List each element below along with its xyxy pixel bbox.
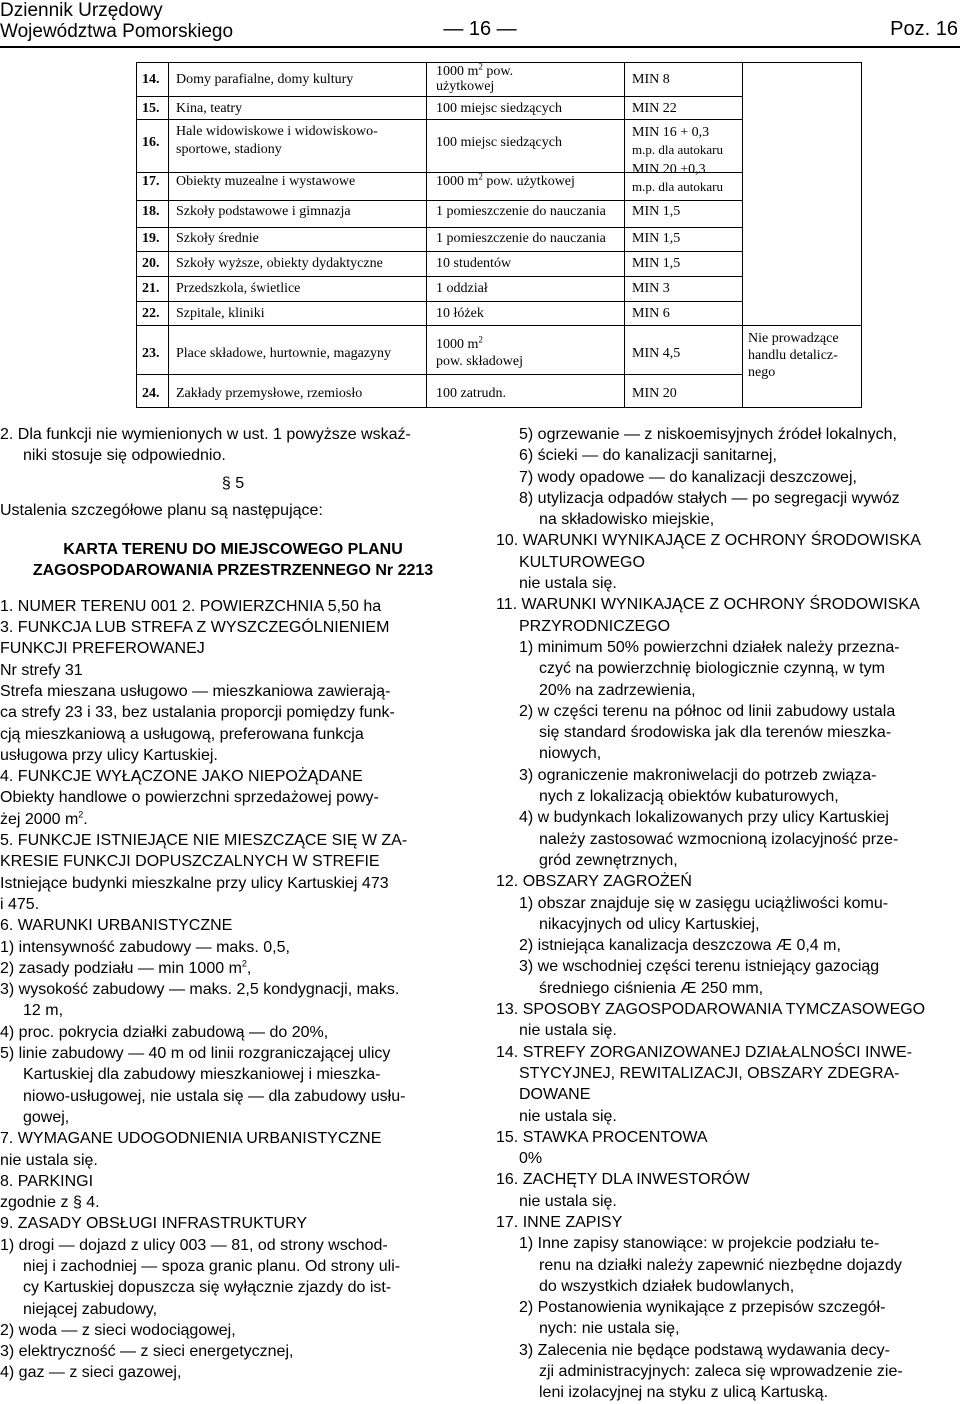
section-heading: 13. SPOSOBY ZAGOSPODAROWANIA TYMCZASOWEGO [496, 1001, 926, 1019]
list-item: 1) minimum 50% powierzchni działek należy przezna- [519, 638, 900, 656]
section-heading: DOWANE [519, 1086, 591, 1104]
row-min: MIN 16 + 0,3 [632, 125, 710, 140]
list-item: nikacyjnych od ulicy Kartuskiej, [539, 915, 760, 933]
list-item: do wszystkich działek budowlanych, [539, 1277, 795, 1295]
list-item: średniego ciśnienia Æ 250 mm, [539, 979, 764, 997]
paragraph: nie ustala się. [519, 1107, 617, 1125]
row-number: 17. [142, 174, 160, 189]
paragraph: zgodnie z § 4. [0, 1194, 100, 1212]
paragraph: Ustalenia szczegółowe planu są następujące: [0, 501, 323, 519]
paragraph: Istniejące budynki mieszkalne przy ulicy Kartuskiej 473 [0, 874, 389, 892]
list-item: 3) we wschodniej części terenu istniejący gazociąg [519, 958, 880, 976]
position-number: Poz. 16 [890, 18, 958, 40]
row-unit: 100 miejsc siedzących [436, 135, 562, 150]
list-item: 1) drogi — dojazd z ulicy 003 — 81, od strony wschod- [0, 1236, 388, 1254]
list-item: cy Kartuskiej dopuszcza się wyłącznie zjazdy do ist- [23, 1279, 392, 1297]
section-heading: 6. WARUNKI URBANISTYCZNE [0, 917, 233, 935]
section-heading: PRZYRODNICZEGO [519, 617, 671, 635]
page-header [0, 0, 960, 48]
paragraph: nie ustala się. [519, 1022, 617, 1040]
paragraph: cją mieszkaniową a usługową, preferowana funkcja [0, 725, 364, 743]
paragraph: 1. NUMER TERENU 001 2. POWIERZCHNIA 5,50 ha [0, 597, 382, 615]
row-min: MIN 20 [632, 386, 677, 401]
journal-title-line2: Województwa Pomorskiego [0, 21, 234, 42]
list-item: gród zewnętrznych, [539, 851, 678, 869]
list-item: 20% na zadrzewienia, [539, 681, 696, 699]
section-heading: STYCYJNEJ, REWITALIZACJI, OBSZARY ZDEGRA- [519, 1064, 900, 1082]
section-heading: 5. FUNKCJE ISTNIEJĄCE NIE MIESZCZĄCE SIĘ W ZA- [0, 832, 408, 850]
list-item: 3) Zalecenia nie będące podstawą wydawania decy- [519, 1341, 890, 1359]
section-heading: FUNKCJI PREFEROWANEJ [0, 640, 205, 658]
row-number: 18. [142, 204, 160, 219]
row-name: Obiekty muzealne i wystawowe [176, 174, 356, 189]
row-number: 21. [142, 281, 160, 296]
list-item: zji administracyjnych: zaleca się wprowadzenie zie- [539, 1363, 903, 1381]
row-unit: 1000 $m^2$ pow. [436, 61, 514, 79]
list-item: 1) obszar znajduje się w zasięgu uciążliwości komu- [519, 894, 889, 912]
paragraph: żej 2000 $m^2$. [0, 809, 88, 828]
card-title-line2: ZAGOSPODAROWANIA PRZESTRZENNEGO Nr 2213 [32, 562, 434, 580]
section-heading: 9. ZASADY OBSŁUGI INFRASTRUKTURY [0, 1215, 308, 1233]
row-unit: 1 pomieszczenie do nauczania [436, 204, 606, 219]
list-item: 4) proc. pokrycia działki zabudową — do 20%, [0, 1023, 329, 1041]
row-unit: 100 zatrudn. [436, 386, 506, 401]
list-item: Kartuskiej dla zabudowy mieszkaniowej i mieszka- [23, 1066, 381, 1084]
row-number: 20. [142, 256, 160, 271]
list-item: nych: nie ustala się, [539, 1320, 680, 1338]
row-name: Hale widowiskowe i widowiskowo- [176, 124, 378, 139]
list-item: 12 m, [23, 1002, 64, 1020]
row-name: Zakłady przemysłowe, rzemiosło [176, 386, 363, 401]
section-heading: KULTUROWEGO [519, 553, 645, 571]
section-heading: 10. WARUNKI WYNIKAJĄCE Z OCHRONY ŚRODOWISKA [496, 532, 921, 550]
list-item: renu na działki należy zapewnić niezbędne dojazdy [539, 1256, 902, 1274]
right-text-column [496, 424, 958, 1404]
list-item: 6) ścieki — do kanalizacji sanitarnej, [519, 447, 777, 465]
list-item: nych z lokalizacją obiektów kubaturowych, [539, 788, 839, 806]
list-item: 5) ogrzewanie — z niskoemisyjnych źródeł lokalnych, [519, 426, 897, 443]
list-item: czyć na powierzchnię biologicznie czynną, w tym [539, 660, 885, 678]
row-unit: 10 łóżek [436, 306, 484, 321]
paragraph: nie ustala się. [519, 1192, 617, 1210]
row-unit-2: użytkowej [436, 79, 495, 94]
section-heading: 17. INNE ZAPISY [496, 1213, 623, 1231]
page-number: — 16 — [443, 18, 517, 40]
section-heading: 11. WARUNKI WYNIKAJĄCE Z OCHRONY ŚRODOWISKA [496, 596, 920, 614]
row-unit: 1 pomieszczenie do nauczania [436, 231, 606, 246]
list-item: niowo-usługowej, nie ustala się — dla zabudowy usłu- [23, 1087, 406, 1105]
row-number: 24. [142, 386, 160, 401]
list-item: się standard środowiska jak dla terenów mieszka- [539, 724, 892, 742]
list-item: 3) ograniczenie makroniwelacji do potrzeb związa- [519, 766, 877, 784]
row-number: 22. [142, 306, 160, 321]
list-item: na składowisko miejskie, [539, 511, 715, 529]
section-symbol: § 5 [221, 474, 245, 492]
paragraph: nie ustala się. [519, 575, 617, 593]
table-note: Nie prowadzące handlu detalicz- nego [748, 331, 839, 380]
list-item: 8) utylizacja odpadów stałych — po segregacji wywóz [519, 489, 900, 507]
row-number: 19. [142, 231, 160, 246]
list-item: 5) linie zabudowy — 40 m od linii rozgraniczającej ulicy [0, 1045, 391, 1063]
paragraph: Obiekty handlowe o powierzchni sprzedażowej powy- [0, 789, 379, 807]
row-min: MIN 1,5 [632, 256, 681, 271]
parking-norms-table [136, 62, 862, 408]
row-min: MIN 4,5 [632, 346, 681, 361]
row-name: Szpitale, kliniki [176, 306, 265, 321]
row-unit: 100 miejsc siedzących [436, 101, 562, 116]
row-min: MIN 8 [632, 72, 670, 87]
section-heading: 14. STREFY ZORGANIZOWANEJ DZIAŁALNOŚCI INWE- [496, 1043, 913, 1061]
row-name: Kina, teatry [176, 101, 243, 116]
list-item: 2) woda — z sieci wodociągowej, [0, 1321, 236, 1339]
list-item: należy zastosować wzmocnioną izolacyjność prze- [539, 830, 899, 848]
paragraph: 2. Dla funkcji nie wymienionych w ust. 1 powyższe wskaź- [0, 426, 411, 443]
list-item: niej i zachodniej — spoza granic planu. Od strony uli- [23, 1257, 401, 1275]
list-item: niejącej zabudowy, [23, 1300, 158, 1318]
list-item: 1) intensywność zabudowy — maks. 0,5, [0, 938, 290, 956]
journal-title-line1: Dziennik Urzędowy [0, 0, 163, 21]
list-item: leni izolacyjnej na styku z ulicą Kartuską. [539, 1384, 829, 1402]
row-min: MIN 6 [632, 306, 670, 321]
row-unit-2: pow. składowej [436, 354, 523, 369]
row-number: 23. [142, 346, 160, 361]
row-min: MIN 22 [632, 101, 677, 116]
list-item: 2) zasady podziału — min 1000 $m^2$, [0, 958, 252, 977]
list-item: 7) wody opadowe — do kanalizacji deszczowej, [519, 468, 857, 486]
section-heading: 4. FUNKCJE WYŁĄCZONE JAKO NIEPOŻĄDANE [0, 768, 363, 786]
row-unit: 1000 $m^2$ pow. użytkowej [436, 171, 575, 189]
row-name: Przedszkola, świetlice [176, 281, 301, 296]
list-item: 3) wysokość zabudowy — maks. 2,5 kondygnacji, maks. [0, 981, 400, 999]
card-title-line1: KARTA TERENU DO MIEJSCOWEGO PLANU [63, 541, 403, 559]
list-item: 3) elektryczność — z sieci energetycznej, [0, 1343, 294, 1361]
row-min: MIN 1,5 [632, 204, 681, 219]
list-item: 2) Postanowienia wynikające z przepisów szczegół- [519, 1299, 886, 1317]
section-heading: 3. FUNKCJA LUB STREFA Z WYSZCZEGÓLNIENIEM [0, 619, 390, 637]
list-item: 2) w części terenu na północ od linii zabudowy ustala [519, 702, 896, 720]
paragraph: ca strefy 23 i 33, bez ustalania proporcji pomiędzy funk- [0, 704, 395, 722]
list-item: 2) istniejąca kanalizacja deszczowa Æ 0,4 m, [519, 937, 841, 955]
row-name: Domy parafialne, domy kultury [176, 72, 354, 87]
row-name: Szkoły wyższe, obiekty dydaktyczne [176, 256, 383, 271]
paragraph: usługowa przy ulicy Kartuskiej. [0, 746, 218, 764]
list-item: 4) gaz — z sieci gazowej, [0, 1364, 182, 1382]
row-min: MIN 20 +0,3 [632, 162, 706, 177]
row-min: MIN 1,5 [632, 231, 681, 246]
row-min-2: m.p. dla autokaru [632, 142, 723, 157]
section-heading: 7. WYMAGANE UDOGODNIENIA URBANISTYCZNE [0, 1130, 382, 1148]
list-item: 1) Inne zapisy stanowiące: w projekcie podziału te- [519, 1235, 880, 1253]
paragraph: 0% [519, 1150, 543, 1168]
row-number: 15. [142, 101, 160, 116]
header-divider [0, 46, 960, 48]
section-heading: 16. ZACHĘTY DLA INWESTORÓW [496, 1171, 750, 1189]
row-name: Place składowe, hurtownie, magazyny [176, 346, 391, 361]
paragraph: Nr strefy 31 [0, 661, 83, 679]
list-item: niowych, [539, 745, 602, 763]
left-text-column [0, 424, 466, 1384]
row-number: 14. [142, 72, 160, 87]
row-name: Szkoły podstawowe i gimnazja [176, 204, 351, 219]
row-name: Szkoły średnie [176, 231, 259, 246]
paragraph: nie ustala się. [0, 1151, 98, 1169]
paragraph: i 475. [0, 895, 40, 913]
row-number: 16. [142, 135, 160, 150]
section-heading: 8. PARKINGI [0, 1172, 94, 1190]
section-heading: KRESIE FUNKCJI DOPUSZCZALNYCH W STREFIE [0, 853, 380, 871]
section-heading: 15. STAWKA PROCENTOWA [496, 1128, 708, 1146]
paragraph: niki stosuje się odpowiednio. [23, 447, 226, 465]
row-name-2: sportowe, stadiony [176, 142, 282, 157]
section-heading: 12. OBSZARY ZAGROŻEŃ [496, 873, 692, 891]
list-item: 4) w budynkach lokalizowanych przy ulicy Kartuskiej [519, 809, 889, 827]
paragraph: Strefa mieszana usługowo — mieszkaniowa zawierają- [0, 682, 391, 700]
row-unit: 10 studentów [436, 256, 512, 271]
row-unit: 1000 $m^2$ [436, 334, 483, 352]
list-item: gowej, [23, 1108, 70, 1126]
row-min: MIN 3 [632, 281, 670, 296]
row-unit: 1 oddział [436, 281, 488, 296]
row-min-2: m.p. dla autokaru [632, 179, 723, 194]
